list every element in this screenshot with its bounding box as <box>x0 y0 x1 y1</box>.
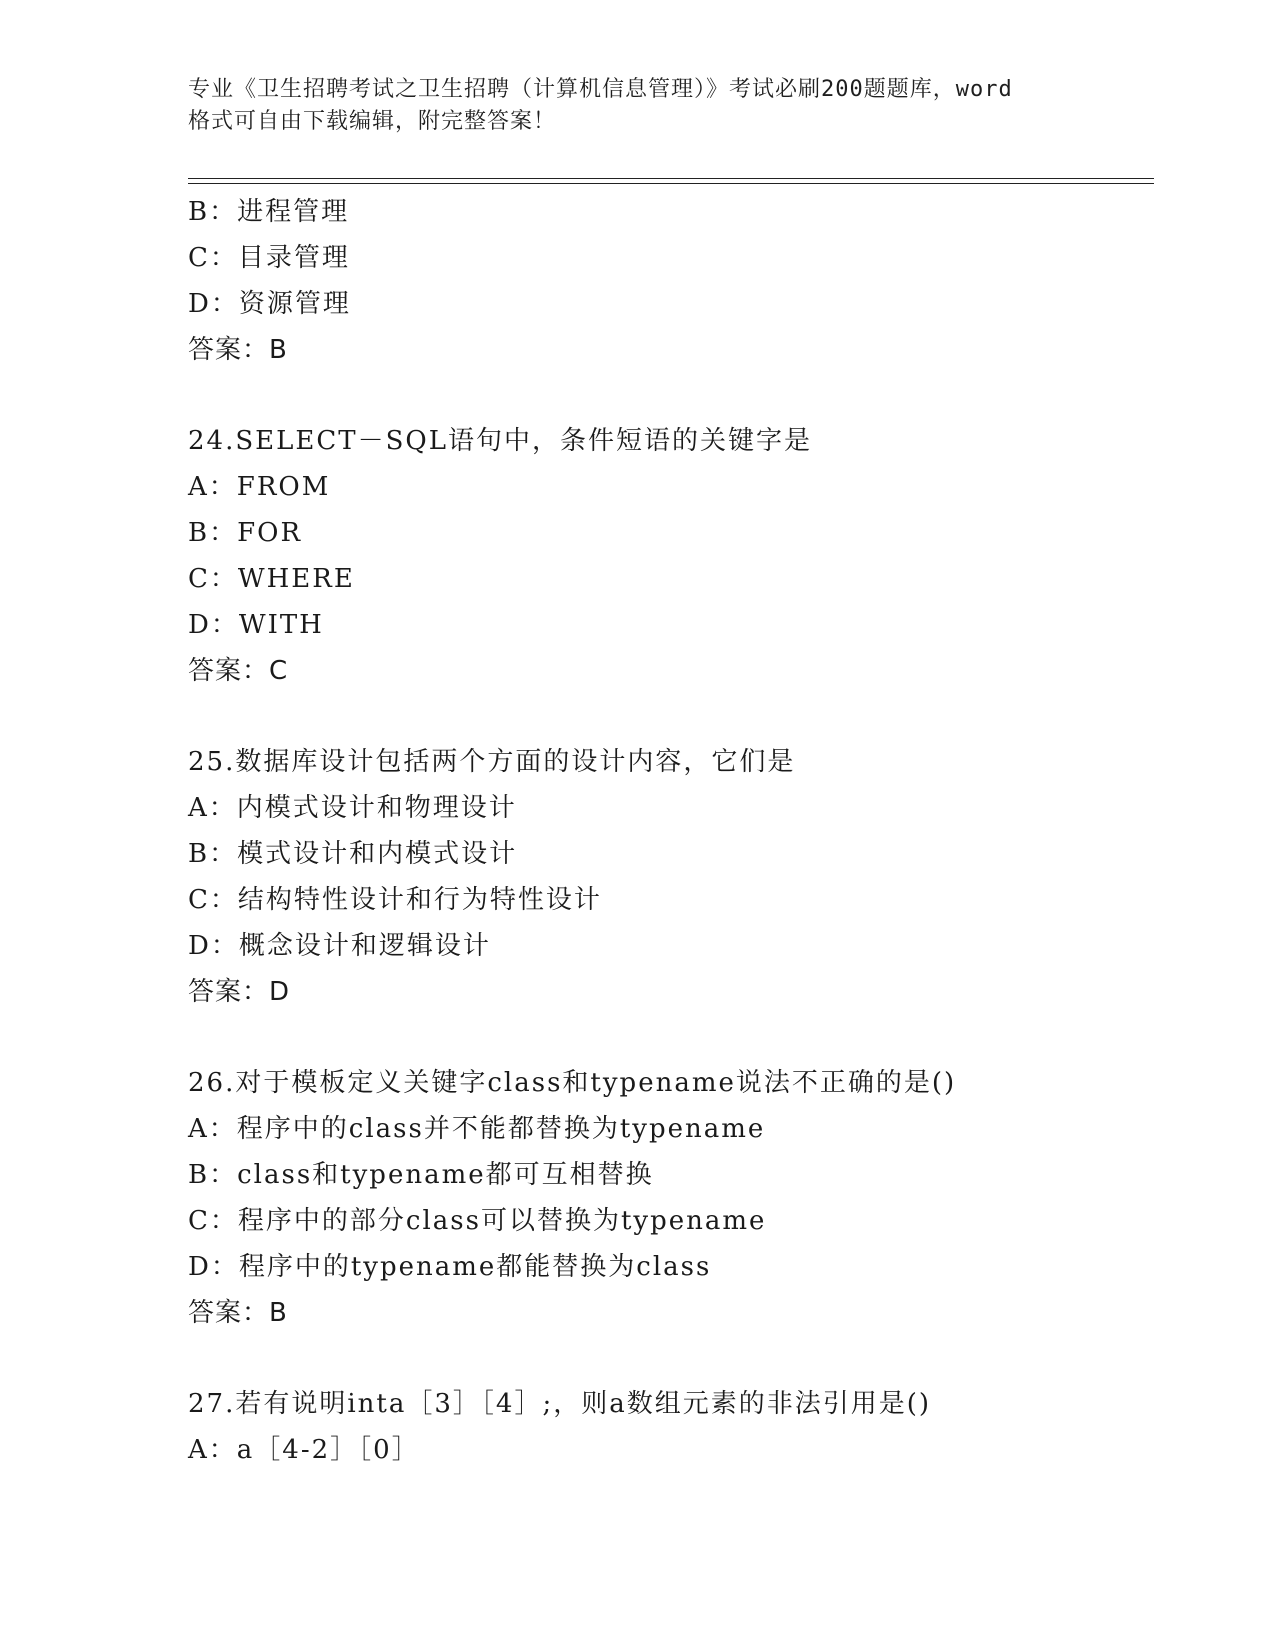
answer: 答案：C <box>188 656 289 686</box>
option-a: A：FROM <box>188 472 331 502</box>
answer: 答案：B <box>188 1298 288 1328</box>
question-text: 25.数据库设计包括两个方面的设计内容，它们是 <box>188 747 796 777</box>
question-25 <box>188 739 1148 1015</box>
option-d: D：程序中的typename都能替换为class <box>188 1252 712 1282</box>
option-b: B：进程管理 <box>188 197 350 227</box>
header-divider-bottom <box>188 183 1154 184</box>
option-a: A：a［4-2］［0］ <box>188 1435 420 1465</box>
option-a: A：内模式设计和物理设计 <box>188 793 517 823</box>
header-divider-top <box>188 178 1154 179</box>
question-list <box>188 189 1148 1473</box>
option-d: D：资源管理 <box>188 289 351 319</box>
option-a: A：程序中的class并不能都替换为typename <box>188 1114 766 1144</box>
question-26 <box>188 1060 1148 1336</box>
option-b: B：FOR <box>188 518 303 548</box>
option-d: D：WITH <box>188 610 324 640</box>
option-c: C：WHERE <box>188 564 355 594</box>
option-c: C：目录管理 <box>188 243 350 273</box>
question-text: 24.SELECT－SQL语句中，条件短语的关键字是 <box>188 426 813 456</box>
question-24 <box>188 418 1148 694</box>
document-header <box>188 74 1088 138</box>
option-b: B：模式设计和内模式设计 <box>188 839 518 869</box>
option-d: D：概念设计和逻辑设计 <box>188 931 491 961</box>
option-b: B：class和typename都可互相替换 <box>188 1160 654 1190</box>
header-line-1: 专业《卫生招聘考试之卫生招聘（计算机信息管理）》考试必刷200题题库，word <box>188 77 1013 102</box>
question-27 <box>188 1381 1148 1473</box>
option-c: C：程序中的部分class可以替换为typename <box>188 1206 767 1236</box>
question-text: 27.若有说明inta［3］［4］;，则a数组元素的非法引用是() <box>188 1389 931 1419</box>
answer: 答案：D <box>188 977 291 1007</box>
header-line-2: 格式可自由下载编辑，附完整答案！ <box>188 109 557 134</box>
option-c: C：结构特性设计和行为特性设计 <box>188 885 602 915</box>
question-text: 26.对于模板定义关键字class和typename说法不正确的是() <box>188 1068 957 1098</box>
continued-question <box>188 189 1148 373</box>
answer: 答案：B <box>188 335 288 365</box>
